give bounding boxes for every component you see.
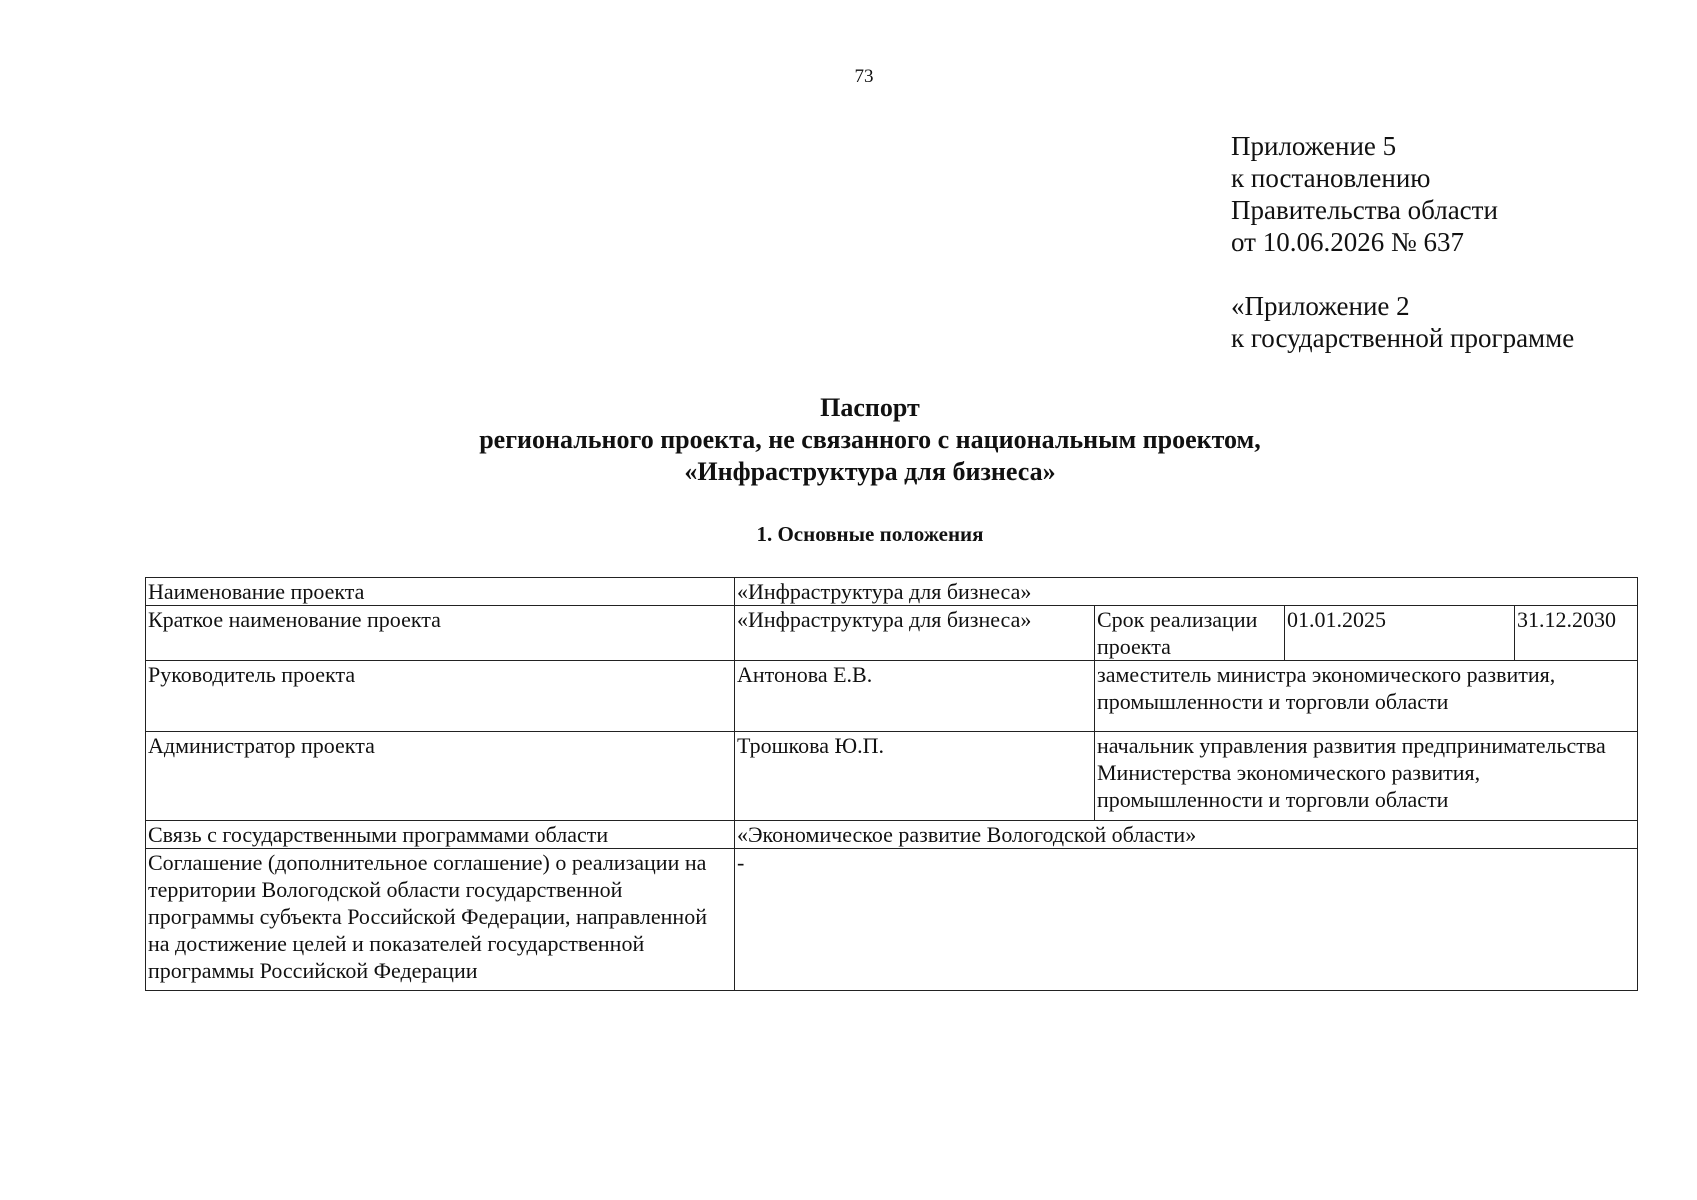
- section-title: 1. Основные положения: [756, 522, 984, 546]
- table-row: [146, 606, 1638, 661]
- admin-position: начальник управления развития предпринимательства Министерства экономического развития, промышленности и торговли области: [1095, 732, 1638, 821]
- appendix-line: «Приложение 2: [1231, 291, 1410, 321]
- head-position: заместитель министра экономического развития, промышленности и торговли области: [1095, 661, 1638, 732]
- table-row: [146, 578, 1638, 606]
- agreement-value: -: [735, 849, 1638, 991]
- head-name: Антонова Е.В.: [735, 661, 1095, 732]
- title-line: «Инфраструктура для бизнеса»: [684, 457, 1056, 486]
- passport-table: [145, 577, 1638, 991]
- short-name-label: Краткое наименование проекта: [146, 606, 735, 661]
- term-label: Срок реализации проекта: [1095, 606, 1285, 661]
- document-title: [0, 392, 1697, 488]
- admin-name: Трошкова Ю.П.: [735, 732, 1095, 821]
- appendix-gap: [1231, 258, 1574, 290]
- title-line: Паспорт: [820, 393, 920, 422]
- appendix-line: Приложение 5: [1231, 131, 1397, 161]
- agreement-label: Соглашение (дополнительное соглашение) о реализации на территории Вологодской области государственной программы субъекта Российской Федерации, направленной на достижение целей и показателей государственной программы Российской Федерации: [146, 849, 735, 991]
- term-end: 31.12.2030: [1515, 606, 1638, 661]
- appendix-block: [1231, 130, 1574, 354]
- admin-label: Администратор проекта: [146, 732, 735, 821]
- short-name-value: «Инфраструктура для бизнеса»: [735, 606, 1095, 661]
- table-row: [146, 732, 1638, 821]
- head-label: Руководитель проекта: [146, 661, 735, 732]
- appendix-line: к постановлению: [1231, 163, 1431, 193]
- appendix-line: к государственной программе: [1231, 323, 1575, 353]
- table-row: [146, 821, 1638, 849]
- table-row: [146, 849, 1638, 991]
- name-value: «Инфраструктура для бизнеса»: [735, 578, 1638, 606]
- page-number: 73: [854, 66, 874, 87]
- program-link-label: Связь с государственными программами области: [146, 821, 735, 849]
- appendix-line: от 10.06.2026 № 637: [1231, 227, 1464, 257]
- appendix-line: Правительства области: [1231, 195, 1498, 225]
- program-link-value: «Экономическое развитие Вологодской области»: [735, 821, 1638, 849]
- title-line: регионального проекта, не связанного с национальным проектом,: [479, 425, 1261, 454]
- table-row: [146, 661, 1638, 732]
- name-label: Наименование проекта: [146, 578, 735, 606]
- term-start: 01.01.2025: [1285, 606, 1515, 661]
